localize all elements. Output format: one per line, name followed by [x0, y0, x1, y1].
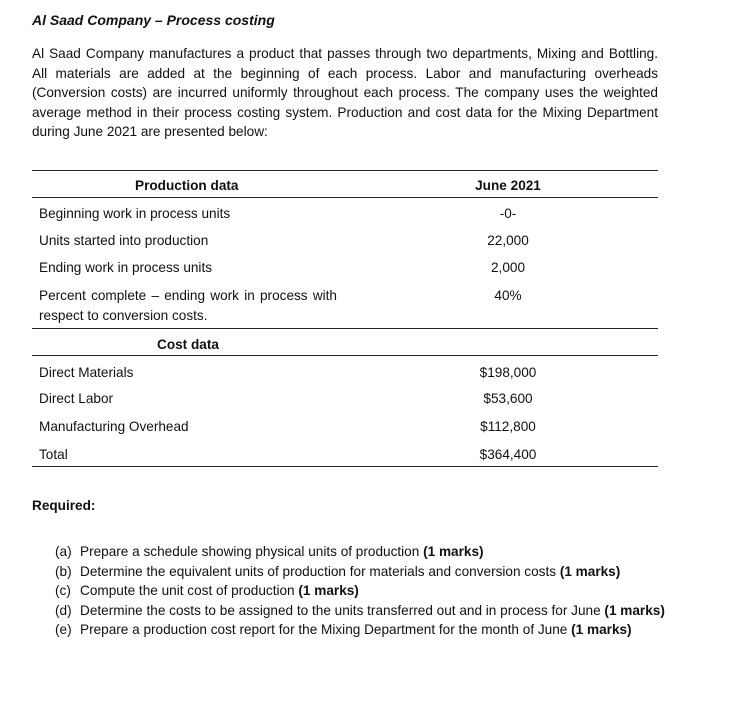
production-row-label: Ending work in process units — [39, 260, 213, 275]
cost-data-header: Cost data — [157, 337, 219, 352]
document-title: Al Saad Company – Process costing — [32, 12, 275, 28]
cost-row-label: Direct Labor — [39, 391, 114, 406]
production-row-value: 40% — [494, 288, 522, 303]
production-data-header: Production data — [135, 178, 239, 193]
item-text: Prepare a schedule showing physical units of production — [80, 544, 424, 559]
list-item — [55, 581, 695, 601]
cost-row-value: $53,600 — [483, 391, 533, 406]
period-header: June 2021 — [475, 178, 541, 193]
item-marks: (1 marks) — [298, 583, 359, 598]
header-rule — [32, 197, 658, 198]
cost-row-label: Total — [39, 447, 68, 462]
list-item — [55, 601, 695, 621]
cost-row-value: $364,400 — [479, 447, 537, 462]
production-row-label: Percent complete – ending work in process with respect to conversion costs. — [39, 288, 337, 323]
cost-row-label: Manufacturing Overhead — [39, 419, 189, 434]
table-top-rule — [32, 170, 658, 171]
item-tag: (a) — [55, 544, 72, 559]
list-item — [55, 562, 695, 582]
production-row-value: 22,000 — [487, 233, 529, 248]
item-tag: (e) — [55, 622, 72, 637]
item-text: Prepare a production cost report for the Mixing Department for the month of June — [80, 622, 572, 637]
intro-paragraph: Al Saad Company manufactures a product that passes through two departments, Mixing and Bottling. All materials are added at the beginning of each process. Labor and manufacturing overheads (Conversion costs) are incurred uniformly throughout each process. The company uses the weighted average method in their process costing system. Production and cost data for the Mixing Department during June 2021 are presented below: — [32, 46, 658, 139]
required-heading: Required: — [32, 498, 96, 513]
cost-header-rule — [32, 355, 658, 356]
cost-row-label: Direct Materials — [39, 365, 134, 380]
item-marks: (1 marks) — [571, 622, 632, 637]
item-tag: (d) — [55, 602, 72, 618]
item-tag: (c) — [55, 583, 71, 598]
production-row-value: 2,000 — [490, 260, 526, 275]
section-rule — [32, 328, 658, 329]
production-row-value: -0- — [499, 206, 517, 221]
item-marks: (1 marks) — [604, 602, 665, 618]
cost-row-value: $112,800 — [480, 419, 536, 434]
item-marks: (1 marks) — [559, 563, 621, 579]
item-text: Determine the costs to be assigned to the units transferred out and in process for June — [80, 602, 605, 618]
item-marks: (1 marks) — [423, 544, 484, 559]
list-item — [55, 620, 695, 640]
table-bottom-rule — [32, 466, 658, 467]
cost-row-value: $198,000 — [479, 365, 537, 380]
item-text: Determine the equivalent units of production for materials and conversion costs — [80, 563, 560, 579]
list-item — [55, 542, 695, 562]
production-row-label: Beginning work in process units — [39, 206, 231, 221]
item-text: Compute the unit cost of production — [80, 583, 299, 598]
item-tag: (b) — [55, 563, 72, 579]
production-row-label: Units started into production — [39, 233, 209, 248]
required-list — [55, 542, 695, 640]
